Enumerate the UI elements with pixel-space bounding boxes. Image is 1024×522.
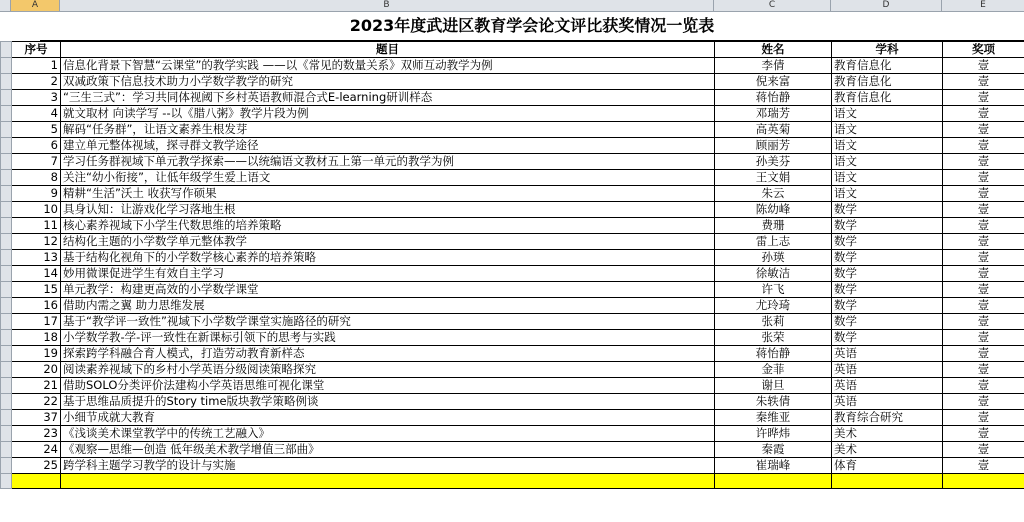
cell-title[interactable]: 就文取材 向读学写 --以《腊八粥》教学片段为例 (61, 106, 715, 122)
row-number[interactable] (1, 266, 12, 282)
row-number[interactable] (1, 314, 12, 330)
row-number[interactable] (1, 394, 12, 410)
cell-no[interactable]: 37 (12, 410, 61, 426)
cell-no[interactable]: 8 (12, 170, 61, 186)
column-header-c[interactable]: C (714, 0, 831, 11)
row-number[interactable] (1, 346, 12, 362)
cell-name[interactable]: 金菲 (715, 362, 832, 378)
cell-title[interactable]: 关注“幼小衔接”，让低年级学生爱上语文 (61, 170, 715, 186)
cell-title[interactable]: 双减政策下信息技术助力小学数学教学的研究 (61, 74, 715, 90)
cell-no[interactable]: 5 (12, 122, 61, 138)
cell-name[interactable]: 倪来富 (715, 74, 832, 90)
cell-name[interactable]: 崔瑞峰 (715, 458, 832, 474)
cell-subject[interactable]: 语文 (832, 122, 943, 138)
cell-name[interactable]: 高英菊 (715, 122, 832, 138)
cell-award[interactable]: 壹 (943, 346, 1024, 362)
column-header-b[interactable]: B (60, 0, 714, 11)
cell-subject[interactable]: 英语 (832, 378, 943, 394)
cell-name[interactable]: 邓瑞芳 (715, 106, 832, 122)
cell-name[interactable]: 顾丽芳 (715, 138, 832, 154)
cell-subject[interactable]: 教育综合研究 (832, 410, 943, 426)
cell-subject[interactable]: 数学 (832, 202, 943, 218)
cell-subject[interactable]: 数学 (832, 314, 943, 330)
cell-subject[interactable]: 美术 (832, 426, 943, 442)
row-number[interactable] (1, 170, 12, 186)
cell-award[interactable]: 壹 (943, 170, 1024, 186)
row-number[interactable] (1, 426, 12, 442)
cell-award[interactable]: 壹 (943, 394, 1024, 410)
cell-award[interactable]: 壹 (943, 218, 1024, 234)
cell-no[interactable]: 19 (12, 346, 61, 362)
table-row (1, 314, 1024, 330)
row-number[interactable] (1, 74, 12, 90)
cell-award[interactable]: 壹 (943, 122, 1024, 138)
cell-no[interactable]: 13 (12, 250, 61, 266)
cell-name[interactable]: 王文娟 (715, 170, 832, 186)
empty-cell[interactable] (715, 474, 832, 489)
cell-title[interactable]: 基于“教学评一致性”视域下小学数学课堂实施路径的研究 (61, 314, 715, 330)
table-row (1, 202, 1024, 218)
header-name[interactable]: 姓名 (715, 42, 832, 58)
table-row (1, 106, 1024, 122)
row-number[interactable] (1, 234, 12, 250)
cell-subject[interactable]: 教育信息化 (832, 90, 943, 106)
table-row (1, 186, 1024, 202)
cell-award[interactable]: 壹 (943, 458, 1024, 474)
cell-name[interactable]: 谢旦 (715, 378, 832, 394)
cell-no[interactable]: 25 (12, 458, 61, 474)
cell-award[interactable]: 壹 (943, 314, 1024, 330)
cell-no[interactable]: 10 (12, 202, 61, 218)
cell-no[interactable]: 1 (12, 58, 61, 74)
cell-award[interactable]: 壹 (943, 330, 1024, 346)
table-row (1, 170, 1024, 186)
cell-title[interactable]: 借助SOLO分类评价法建构小学英语思维可视化课堂 (61, 378, 715, 394)
cell-name[interactable]: 雷上志 (715, 234, 832, 250)
cell-no[interactable]: 15 (12, 282, 61, 298)
row-number[interactable] (1, 282, 12, 298)
cell-award[interactable]: 壹 (943, 442, 1024, 458)
highlighted-empty-row (1, 474, 1024, 489)
cell-subject[interactable]: 英语 (832, 362, 943, 378)
column-header-d[interactable]: D (831, 0, 942, 11)
table-header-row (1, 42, 1024, 58)
table-row (1, 250, 1024, 266)
awards-table (0, 41, 1024, 489)
cell-no[interactable]: 18 (12, 330, 61, 346)
cell-no[interactable]: 7 (12, 154, 61, 170)
cell-subject[interactable]: 数学 (832, 282, 943, 298)
cell-no[interactable]: 21 (12, 378, 61, 394)
row-number[interactable] (1, 186, 12, 202)
cell-no[interactable]: 24 (12, 442, 61, 458)
cell-name[interactable]: 许飞 (715, 282, 832, 298)
cell-title[interactable]: 妙用微课促进学生有效自主学习 (61, 266, 715, 282)
cell-no[interactable]: 14 (12, 266, 61, 282)
table-row (1, 138, 1024, 154)
cell-name[interactable]: 秦霞 (715, 442, 832, 458)
row-number[interactable] (1, 442, 12, 458)
cell-title[interactable]: 结构化主题的小学数学单元整体教学 (61, 234, 715, 250)
cell-award[interactable]: 壹 (943, 202, 1024, 218)
cell-subject[interactable]: 数学 (832, 298, 943, 314)
cell-subject[interactable]: 数学 (832, 234, 943, 250)
header-title[interactable]: 题目 (61, 42, 715, 58)
cell-award[interactable]: 壹 (943, 298, 1024, 314)
cell-subject[interactable]: 教育信息化 (832, 58, 943, 74)
row-number[interactable] (1, 410, 12, 426)
cell-subject[interactable]: 数学 (832, 330, 943, 346)
cell-subject[interactable]: 语文 (832, 106, 943, 122)
empty-cell[interactable] (12, 474, 61, 489)
cell-title[interactable]: 核心素养视域下小学生代数思维的培养策略 (61, 218, 715, 234)
row-number[interactable] (1, 458, 12, 474)
cell-name[interactable]: 蒋怡静 (715, 90, 832, 106)
header-subject[interactable]: 学科 (832, 42, 943, 58)
cell-award[interactable]: 壹 (943, 154, 1024, 170)
empty-cell[interactable] (832, 474, 943, 489)
cell-award[interactable]: 壹 (943, 266, 1024, 282)
table-row (1, 330, 1024, 346)
cell-subject[interactable]: 语文 (832, 138, 943, 154)
table-row (1, 218, 1024, 234)
cell-title[interactable]: 小细节成就大教育 (61, 410, 715, 426)
row-number[interactable] (1, 218, 12, 234)
cell-name[interactable]: 孙美芬 (715, 154, 832, 170)
cell-subject[interactable]: 数学 (832, 250, 943, 266)
cell-title[interactable]: 精耕“生活”沃土 收获写作硕果 (61, 186, 715, 202)
cell-name[interactable]: 蒋怡静 (715, 346, 832, 362)
cell-title[interactable]: 《浅谈美术课堂教学中的传统工艺融入》 (61, 426, 715, 442)
cell-subject[interactable]: 数学 (832, 266, 943, 282)
table-row (1, 410, 1024, 426)
table-row (1, 378, 1024, 394)
header-award[interactable]: 奖项 (943, 42, 1024, 58)
row-number[interactable] (1, 106, 12, 122)
cell-award[interactable]: 壹 (943, 58, 1024, 74)
cell-subject[interactable]: 语文 (832, 186, 943, 202)
row-number[interactable] (1, 58, 12, 74)
cell-no[interactable]: 4 (12, 106, 61, 122)
table-row (1, 426, 1024, 442)
cell-award[interactable]: 壹 (943, 282, 1024, 298)
cell-no[interactable]: 11 (12, 218, 61, 234)
cell-no[interactable]: 2 (12, 74, 61, 90)
cell-award[interactable]: 壹 (943, 378, 1024, 394)
cell-no[interactable]: 3 (12, 90, 61, 106)
table-row (1, 266, 1024, 282)
cell-name[interactable]: 秦维亚 (715, 410, 832, 426)
cell-name[interactable]: 张莉 (715, 314, 832, 330)
row-number[interactable] (1, 362, 12, 378)
cell-title[interactable]: 基于结构化视角下的小学数学核心素养的培养策略 (61, 250, 715, 266)
cell-subject[interactable]: 语文 (832, 170, 943, 186)
table-row (1, 74, 1024, 90)
row-number[interactable] (1, 42, 12, 58)
cell-subject[interactable]: 英语 (832, 346, 943, 362)
empty-cell[interactable] (61, 474, 715, 489)
row-number[interactable] (1, 330, 12, 346)
cell-title[interactable]: “三生三式”：学习共同体视阈下乡村英语教师混合式E-learning研训样态 (61, 90, 715, 106)
cell-title[interactable]: 建立单元整体视域，探寻群文教学途径 (61, 138, 715, 154)
cell-name[interactable]: 费珊 (715, 218, 832, 234)
cell-subject[interactable]: 美术 (832, 442, 943, 458)
row-number[interactable] (1, 298, 12, 314)
table-row (1, 458, 1024, 474)
cell-no[interactable]: 6 (12, 138, 61, 154)
column-header-a[interactable]: A (11, 0, 60, 11)
cell-name[interactable]: 孙瑛 (715, 250, 832, 266)
cell-title[interactable]: 学习任务群视域下单元教学探索——以统编语文教材五上第一单元的教学为例 (61, 154, 715, 170)
table-row (1, 234, 1024, 250)
cell-no[interactable]: 9 (12, 186, 61, 202)
cell-award[interactable]: 壹 (943, 74, 1024, 90)
cell-subject[interactable]: 体育 (832, 458, 943, 474)
cell-title[interactable]: 具身认知：让游戏化学习落地生根 (61, 202, 715, 218)
cell-name[interactable]: 许晔炜 (715, 426, 832, 442)
cell-title[interactable]: 阅读素养视域下的乡村小学英语分级阅读策略探究 (61, 362, 715, 378)
cell-title[interactable]: 单元教学：构建更高效的小学数学课堂 (61, 282, 715, 298)
cell-no[interactable]: 16 (12, 298, 61, 314)
cell-name[interactable]: 朱云 (715, 186, 832, 202)
row-number[interactable] (1, 202, 12, 218)
cell-name[interactable]: 张荣 (715, 330, 832, 346)
cell-no[interactable]: 22 (12, 394, 61, 410)
cell-award[interactable]: 壹 (943, 410, 1024, 426)
column-header-bar (0, 0, 1024, 12)
table-row (1, 154, 1024, 170)
cell-title[interactable]: 探索跨学科融合育人模式，打造劳动教育新样态 (61, 346, 715, 362)
cell-title[interactable]: 信息化背景下智慧“云课堂”的教学实践 ——以《常见的数量关系》双师互动教学为例 (61, 58, 715, 74)
cell-subject[interactable]: 数学 (832, 218, 943, 234)
row-number[interactable] (1, 90, 12, 106)
cell-title[interactable]: 《观察—思维—创造 低年级美术教学增值三部曲》 (61, 442, 715, 458)
cell-title[interactable]: 小学数学教-学-评一致性在新课标引领下的思考与实践 (61, 330, 715, 346)
sheet-title[interactable]: 2023年度武进区教育学会论文评比获奖情况一览表 (40, 12, 1024, 41)
cell-award[interactable]: 壹 (943, 250, 1024, 266)
table-row (1, 298, 1024, 314)
table-row (1, 362, 1024, 378)
empty-cell[interactable] (943, 474, 1024, 489)
cell-no[interactable]: 12 (12, 234, 61, 250)
cell-title[interactable]: 跨学科主题学习教学的设计与实施 (61, 458, 715, 474)
cell-no[interactable]: 23 (12, 426, 61, 442)
cell-award[interactable]: 壹 (943, 362, 1024, 378)
cell-name[interactable]: 朱轶倩 (715, 394, 832, 410)
row-number[interactable] (1, 378, 12, 394)
column-header-e[interactable]: E (942, 0, 1024, 11)
cell-name[interactable]: 陈幼峰 (715, 202, 832, 218)
row-number[interactable] (1, 250, 12, 266)
row-number[interactable] (1, 138, 12, 154)
cell-title[interactable]: 借助内需之翼 助力思维发展 (61, 298, 715, 314)
cell-subject[interactable]: 教育信息化 (832, 74, 943, 90)
cell-title[interactable]: 基于思维品质提升的Story time版块教学策略例谈 (61, 394, 715, 410)
row-number[interactable] (1, 154, 12, 170)
table-row (1, 58, 1024, 74)
header-no[interactable]: 序号 (12, 42, 61, 58)
cell-name[interactable]: 徐敏洁 (715, 266, 832, 282)
table-row (1, 346, 1024, 362)
cell-award[interactable]: 壹 (943, 234, 1024, 250)
row-number[interactable] (1, 122, 12, 138)
row-number[interactable] (1, 474, 12, 489)
cell-award[interactable]: 壹 (943, 138, 1024, 154)
cell-name[interactable]: 李倩 (715, 58, 832, 74)
cell-subject[interactable]: 英语 (832, 394, 943, 410)
cell-no[interactable]: 17 (12, 314, 61, 330)
cell-award[interactable]: 壹 (943, 426, 1024, 442)
table-row (1, 282, 1024, 298)
table-row (1, 122, 1024, 138)
cell-name[interactable]: 尤玲琦 (715, 298, 832, 314)
cell-subject[interactable]: 语文 (832, 154, 943, 170)
cell-award[interactable]: 壹 (943, 90, 1024, 106)
cell-award[interactable]: 壹 (943, 106, 1024, 122)
cell-title[interactable]: 解码“任务群”，让语文素养生根发芽 (61, 122, 715, 138)
table-row (1, 394, 1024, 410)
table-row (1, 442, 1024, 458)
cell-no[interactable]: 20 (12, 362, 61, 378)
select-all-corner[interactable] (0, 0, 11, 11)
table-row (1, 90, 1024, 106)
cell-award[interactable]: 壹 (943, 186, 1024, 202)
